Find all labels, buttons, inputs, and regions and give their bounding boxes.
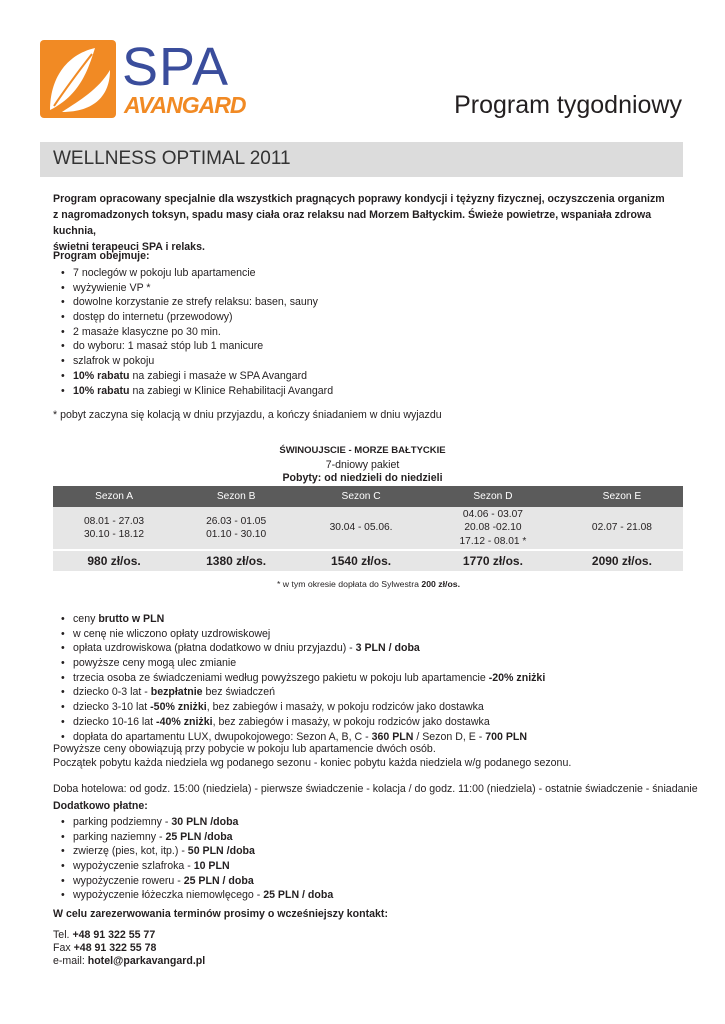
list-item: • 7 noclegów w pokoju lub apartamencie xyxy=(53,266,333,281)
season-header: Sezon C xyxy=(297,486,425,507)
program-heading: Program obejmuje: xyxy=(53,250,150,262)
extras-list xyxy=(53,815,333,903)
season-dates-cell: 02.07 - 21.08 xyxy=(561,507,683,550)
page-title: Program tygodniowy xyxy=(454,91,682,119)
package-title: WELLNESS OPTIMAL 2011 xyxy=(53,148,291,169)
list-item: • wypożyczenie roweru - 25 PLN / doba xyxy=(53,874,333,889)
list-item: • 10% rabatu na zabiegi i masaże w SPA Avangard xyxy=(53,369,333,384)
contact-phone: Tel. +48 91 322 55 77 xyxy=(53,929,156,941)
intro-line: Program opracowany specjalnie dla wszystkich pragnących poprawy kondycji i tężyzny fizycznej, oczyszczenia organizm xyxy=(53,193,665,205)
season-dates-cell: 26.03 - 01.05 01.10 - 30.10 xyxy=(175,507,297,550)
list-item: • wyżywienie VP * xyxy=(53,281,333,296)
table-stays: Pobyty: od niedzieli do niedzieli xyxy=(282,472,443,484)
list-item: • dziecko 0-3 lat - bezpłatnie bez świadczeń xyxy=(53,685,545,700)
table-row-dates xyxy=(53,507,683,550)
season-dates-cell: 04.06 - 03.07 20.08 -02.10 17.12 - 08.01 * xyxy=(425,507,561,550)
program-list xyxy=(53,266,333,398)
list-item: • ceny brutto w PLN xyxy=(53,612,545,627)
list-item: • opłata uzdrowiskowa (płatna dodatkowo w dniu przyjazdu) - 3 PLN / doba xyxy=(53,641,545,656)
list-item: • wypożyczenie łóżeczka niemowlęcego - 25 PLN / doba xyxy=(53,888,333,903)
season-dates-cell: 30.04 - 05.06. xyxy=(297,507,425,550)
season-price-table xyxy=(53,486,683,571)
season-price-cell: 1770 zł/os. xyxy=(425,550,561,571)
season-price-cell: 2090 zł/os. xyxy=(561,550,683,571)
table-duration: 7-dniowy pakiet xyxy=(325,459,400,471)
table-footnote: * w tym okresie dopłata do Sylwestra 200 zł/os. xyxy=(276,579,460,589)
program-note: * pobyt zaczyna się kolacją w dniu przyjazdu, a kończy śniadaniem w dniu wyjazdu xyxy=(53,409,442,421)
list-item: • 10% rabatu na zabiegi w Klinice Rehabilitacji Avangard xyxy=(53,384,333,399)
season-price-cell: 1540 zł/os. xyxy=(297,550,425,571)
hotel-day-info: Doba hotelowa: od godz. 15:00 (niedziela) - pierwsze świadczenie - kolacja / do godz. 11:00 (niedziela) - ostatnie świadczenie - śniadanie xyxy=(53,783,698,795)
logo-spa-text: SPA xyxy=(122,37,230,97)
spa-avangard-logo xyxy=(40,37,246,120)
list-item: • trzecia osoba ze świadczeniami według powyższego pakietu w pokoju lub apartamencie -20% zniżki xyxy=(53,671,545,686)
list-item: • dziecko 3-10 lat -50% zniżki, bez zabiegów i masaży, w pokoju rodziców jako dostawka xyxy=(53,700,545,715)
list-item: • dostęp do internetu (przewodowy) xyxy=(53,310,333,325)
table-row-prices xyxy=(53,550,683,571)
intro-paragraph xyxy=(53,191,683,255)
leaf-logo-icon xyxy=(40,40,116,118)
conditions-list xyxy=(53,612,545,744)
intro-line: z nagromadzonych toksyn, spadu masy ciała oraz relaksu nad Morzem Bałtyckim. Świeże powietrze, wspaniała zdrowa kuchnia, xyxy=(53,209,652,237)
list-item: • parking podziemny - 30 PLN /doba xyxy=(53,815,333,830)
list-item: • wypożyczenie szlafroka - 10 PLN xyxy=(53,859,333,874)
season-dates-cell: 08.01 - 27.03 30.10 - 18.12 xyxy=(53,507,175,550)
list-item: • dopłata do apartamentu LUX, dwupokojowego: Sezon A, B, C - 360 PLN / Sezon D, E - 700 PLN xyxy=(53,730,545,745)
list-item: • 2 masaże klasyczne po 30 min. xyxy=(53,325,333,340)
list-item: • powyższe ceny mogą ulec zmianie xyxy=(53,656,545,671)
table-header-row xyxy=(53,486,683,507)
info-line: Powyższe ceny obowiązują przy pobycie w pokoju lub apartamencie dwóch osób. xyxy=(53,743,436,755)
season-price-cell: 1380 zł/os. xyxy=(175,550,297,571)
season-header: Sezon A xyxy=(53,486,175,507)
list-item: • do wyboru: 1 masaż stóp lub 1 manicure xyxy=(53,339,333,354)
season-header: Sezon E xyxy=(561,486,683,507)
logo-avangard-text: AVANGARD xyxy=(124,92,246,118)
list-item: • dowolne korzystanie ze strefy relaksu: basen, sauny xyxy=(53,295,333,310)
intro-line: świetni terapeuci SPA i relaks. xyxy=(53,241,205,253)
table-location: ŚWINOUJSCIE - MORZE BAŁTYCKIE xyxy=(279,445,446,456)
list-item: • parking naziemny - 25 PLN /doba xyxy=(53,830,333,845)
contact-heading: W celu zarezerwowania terminów prosimy o wcześniejszy kontakt: xyxy=(53,908,388,920)
contact-email[interactable]: e-mail: hotel@parkavangard.pl xyxy=(53,955,206,967)
list-item: • w cenę nie wliczono opłaty uzdrowiskowej xyxy=(53,627,545,642)
season-price-cell: 980 zł/os. xyxy=(53,550,175,571)
list-item: • szlafrok w pokoju xyxy=(53,354,333,369)
season-header: Sezon D xyxy=(425,486,561,507)
season-header: Sezon B xyxy=(175,486,297,507)
info-line: Początek pobytu każda niedziela wg podanego sezonu - koniec pobytu każda niedziela w/g podanego sezonu. xyxy=(53,757,572,769)
list-item: • zwierzę (pies, kot, itp.) - 50 PLN /doba xyxy=(53,844,333,859)
package-title-bar xyxy=(40,142,683,177)
contact-fax: Fax +48 91 322 55 78 xyxy=(53,942,157,954)
list-item: • dziecko 10-16 lat -40% zniżki, bez zabiegów i masaży, w pokoju rodziców jako dostawka xyxy=(53,715,545,730)
extras-heading: Dodatkowo płatne: xyxy=(53,800,148,812)
